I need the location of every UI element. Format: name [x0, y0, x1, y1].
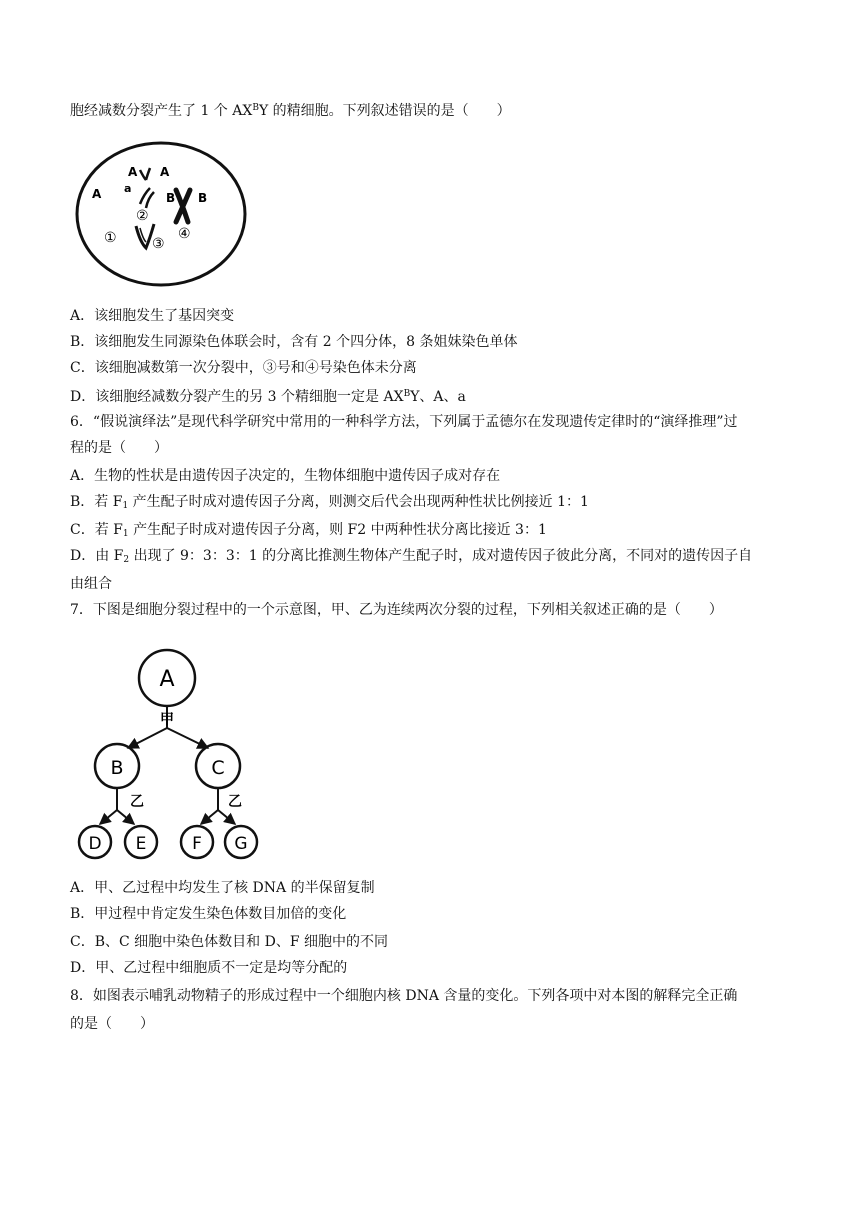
q6-stem-line1: 6．“假说演绎法”是现代科学研究中常用的一种科学方法，下列属于孟德尔在发现遗传定律时的“演绎推理”过	[70, 414, 738, 430]
gene-A-right-top: A	[160, 165, 170, 179]
q5-option-c: C．该细胞减数第一次分裂中，③号和④号染色体未分离	[70, 360, 417, 376]
cell-chromosome-figure	[74, 138, 250, 290]
q7-option-d: D．甲、乙过程中细胞质不一定是均等分配的	[70, 960, 348, 976]
q6-option-b: B．若 $F_1$ 产生配子时成对遗传因子分离，则测交后代会出现两种性状比例接近 1：1	[70, 494, 589, 511]
chromosome-top	[140, 168, 150, 180]
q7-option-a: A．甲、乙过程中均发生了核 DNA 的半保留复制	[70, 880, 375, 896]
svg-text:E: E	[135, 834, 147, 854]
q6-option-d: D．由 $F_2$ 出现了 9：3：3：1 的分离比推测生物体产生配子时，成对遗传因子彼此分离，不同对的遗传因子自	[70, 548, 753, 565]
svg-text:B: B	[110, 757, 124, 779]
q8-stem-line1: 8．如图表示哺乳动物精子的形成过程中一个细胞内核 DNA 含量的变化。下列各项中对本图的解释完全正确	[70, 988, 738, 1004]
svg-text:C: C	[211, 757, 225, 779]
q5-option-d: D．该细胞经减数分裂产生的另 3 个精细胞一定是 $AX^BY$、A、a	[70, 389, 466, 405]
gene-B-right: B	[198, 191, 208, 205]
label-num-1: ①	[104, 230, 117, 246]
chromosome-4	[176, 190, 190, 222]
q6-option-a: A．生物的性状是由遗传因子决定的，生物体细胞中遗传因子成对存在	[70, 468, 501, 484]
chromosome-2	[140, 188, 154, 208]
q6-option-c: C．若 $F_1$ 产生配子时成对遗传因子分离，则 F2 中两种性状分离比接近 3：1	[70, 522, 547, 539]
svg-text:F: F	[192, 834, 202, 854]
svg-text:G: G	[234, 834, 248, 854]
q7-option-b: B．甲过程中肯定发生染色体数目加倍的变化	[70, 906, 347, 922]
q6-option-d-line2: 由组合	[70, 576, 112, 592]
q7-stem: 7．下图是细胞分裂过程中的一个示意图，甲、乙为连续两次分裂的过程，下列相关叙述正确的是（ ）	[70, 602, 723, 618]
gene-small-a: a	[124, 182, 132, 195]
q5-option-b: B．该细胞发生同源染色体联会时，含有 2 个四分体，8 条姐妹染色单体	[70, 334, 518, 350]
q7-option-c: C．B、C 细胞中染色体数目和 D、F 细胞中的不同	[70, 934, 388, 950]
gene-A-left: A	[92, 187, 102, 201]
label-num-3: ③	[152, 236, 165, 252]
gene-B-left: B	[166, 191, 176, 205]
gene-A-top: A	[128, 165, 138, 179]
label-jia: 甲	[160, 712, 174, 728]
label-num-4: ④	[178, 226, 191, 242]
label-yi-left: 乙	[130, 794, 144, 810]
q8-stem-line2: 的是（ ）	[70, 1016, 154, 1032]
q5-option-a: A．该细胞发生了基因突变	[70, 308, 235, 324]
label-num-2: ②	[136, 208, 149, 224]
svg-text:A: A	[159, 667, 175, 692]
label-yi-right: 乙	[228, 794, 242, 810]
svg-text:D: D	[88, 834, 102, 854]
q6-stem-line2: 程的是（ ）	[70, 440, 168, 456]
cell-division-tree	[76, 644, 266, 862]
q5-stem: 胞经减数分裂产生了 1 个 $AX^BY$ 的精细胞。下列叙述错误的是（ ）	[70, 103, 511, 119]
